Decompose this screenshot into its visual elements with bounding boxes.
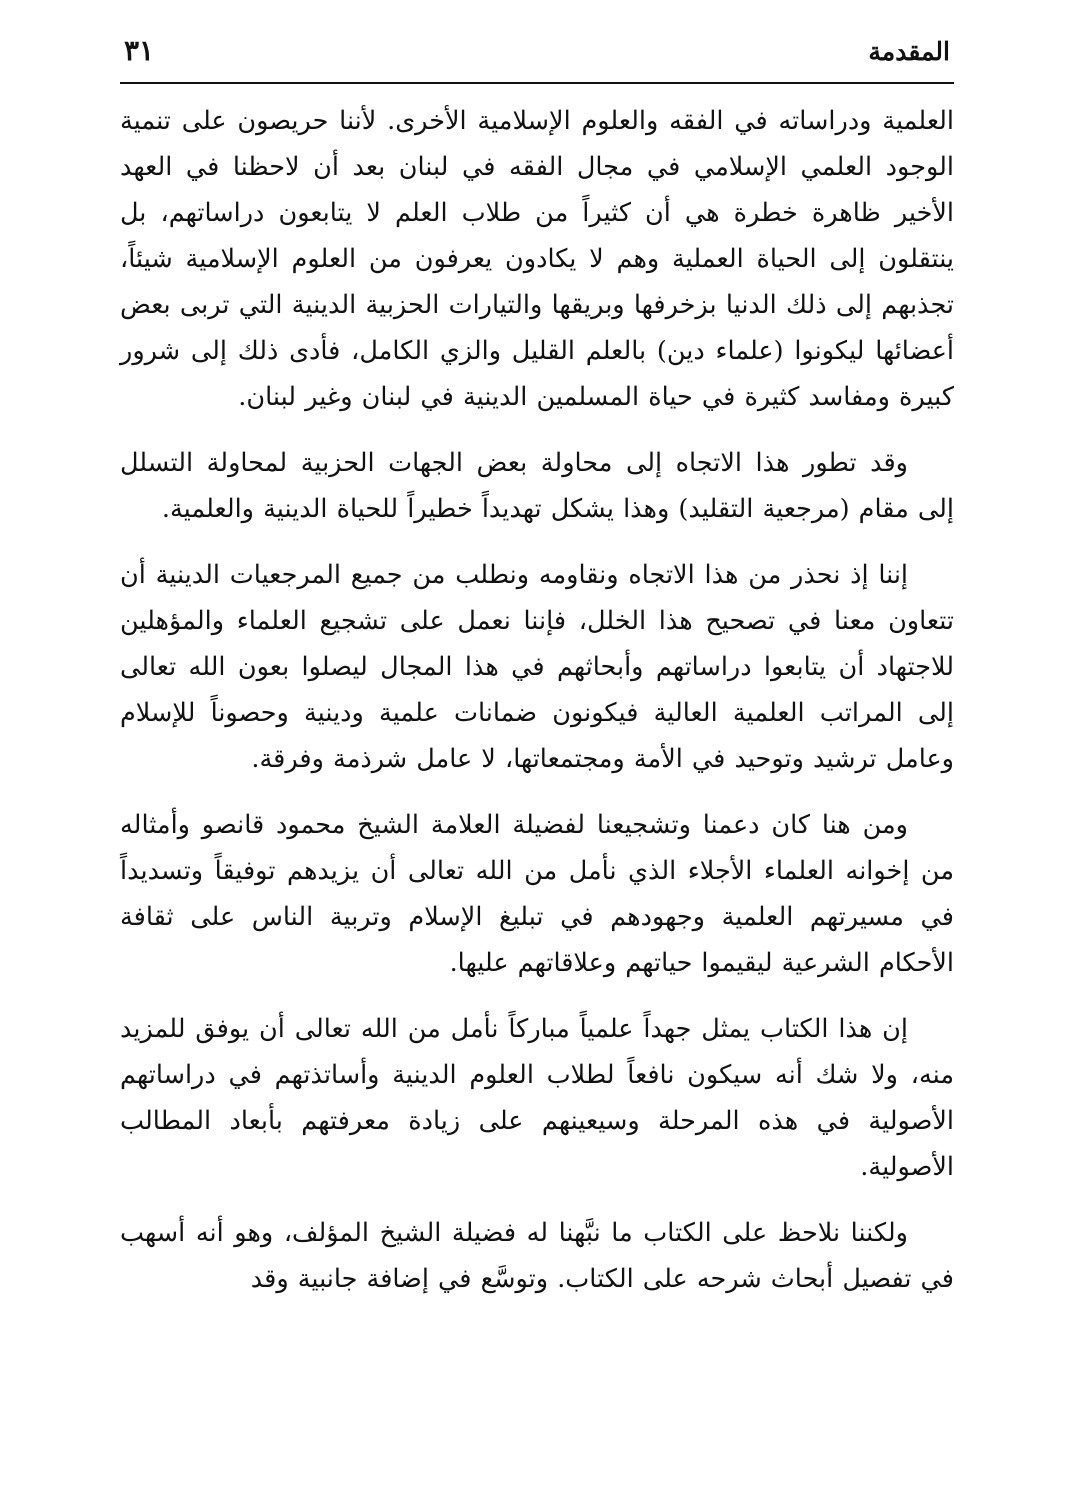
paragraph-1: العلمية ودراساته في الفقه والعلوم الإسلامية الأخرى. لأننا حريصون على تنمية الوجود العلمي الإسلامي في مجال الفقه في لبنان بعد أن لاحظنا في العهد الأخير ظاهرة خطرة هي أن كثيراً من طلاب العلم لا يتابعون دراساتهم، بل ينتقلون إلى الحياة العملية وهم لا يكادون يعرفون من العلوم الإسلامية شيئاً، تجذبهم إلى ذلك الدنيا بزخرفها وبريقها والتيارات الحزبية الدينية التي تربى بعض أعضائها ليكونوا (علماء دين) بالعلم القليل والزي الكامل، فأدى ذلك إلى شرور كبيرة ومفاسد كثيرة في حياة المسلمين الدينية في لبنان وغير لبنان. bbox=[120, 106, 954, 412]
book-page bbox=[120, 34, 954, 1498]
page-number: ٣١ bbox=[124, 34, 155, 67]
paragraph-2: وقد تطور هذا الاتجاه إلى محاولة بعض الجهات الحزبية لمحاولة التسلل إلى مقام (مرجعية التقليد) وهذا يشكل تهديداً خطيراً للحياة الدينية والعلمية. bbox=[120, 448, 954, 524]
paragraph-5: إن هذا الكتاب يمثل جهداً علمياً مباركاً نأمل من الله تعالى أن يوفق للمزيد منه، ولا شك أنه سيكون نافعاً لطلاب العلوم الدينية وأساتذتهم في دراساتهم الأصولية في هذه المرحلة وسيعينهم على زيادة معرفتهم بأبعاد المطالب الأصولية. bbox=[120, 1014, 954, 1182]
section-title: المقدمة bbox=[868, 37, 950, 66]
running-header bbox=[120, 34, 954, 84]
body-text bbox=[120, 84, 954, 1302]
paragraph-6: ولكننا نلاحظ على الكتاب ما نبَّهنا له فضيلة الشيخ المؤلف، وهو أنه أسهب في تفصيل أبحاث شرحه على الكتاب. وتوسَّع في إضافة جانبية وقد bbox=[120, 1218, 954, 1294]
paragraph-4: ومن هنا كان دعمنا وتشجيعنا لفضيلة العلامة الشيخ محمود قانصو وأمثاله من إخوانه العلماء الأجلاء الذي نأمل من الله تعالى أن يزيدهم توفيقاً وتسديداً في مسيرتهم العلمية وجهودهم في تبليغ الإسلام وتربية الناس على ثقافة الأحكام الشرعية ليقيموا حياتهم وعلاقاتهم عليها. bbox=[120, 810, 954, 978]
paragraph-3: إننا إذ نحذر من هذا الاتجاه ونقاومه ونطلب من جميع المرجعيات الدينية أن تتعاون معنا في تصحيح هذا الخلل، فإننا نعمل على تشجيع العلماء والمؤهلين للاجتهاد أن يتابعوا دراساتهم وأبحاثهم في هذا المجال ليصلوا بعون الله تعالى إلى المراتب العلمية العالية فيكونون ضمانات علمية ودينية وحصوناً للإسلام وعامل ترشيد وتوحيد في الأمة ومجتمعاتها، لا عامل شرذمة وفرقة. bbox=[120, 560, 954, 774]
